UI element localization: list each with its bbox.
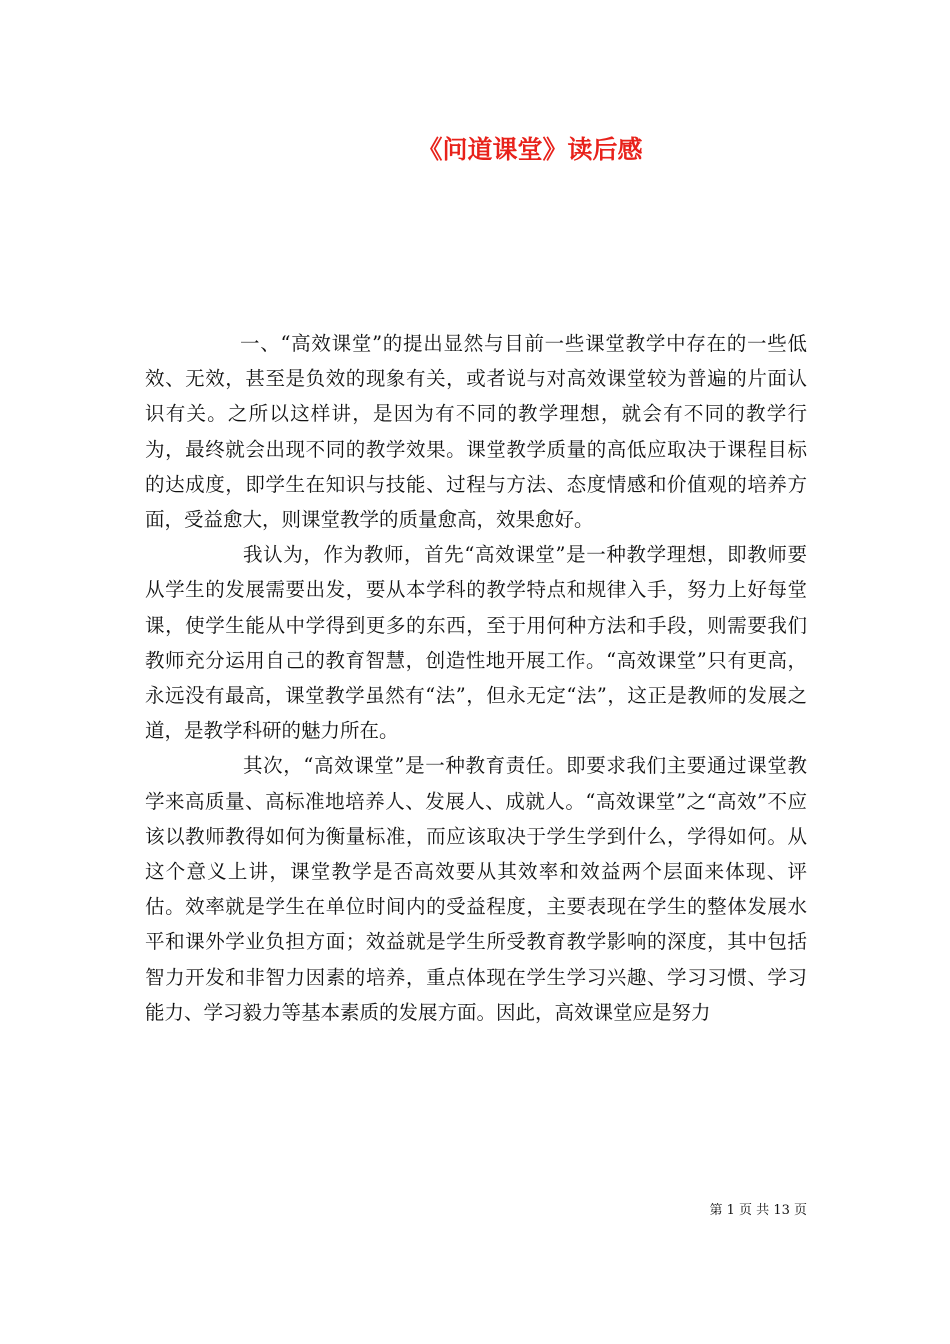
paragraph-1: 一、“高效课堂”的提出显然与目前一些课堂教学中存在的一些低效、无效，甚至是负效的现象有关，或者说与对高效课堂较为普遍的片面认识有关。之所以这样讲，是因为有不同的教学理想，就会有不同的教学行为，最终就会出现不同的教学效果。课堂教学质量的高低应取决于课程目标的达成度，即学生在知识与技能、过程与方法、态度情感和价值观的培养方面，受益愈大，则课堂教学的质量愈高，效果愈好。 xyxy=(145,332,807,532)
paragraph-3: 其次，“高效课堂”是一种教育责任。即要求我们主要通过课堂教学来高质量、高标准地培养人、发展人、成就人。“高效课堂”之“高效”不应该以教师教得如何为衡量标准，而应该取决于学生学到什么，学得如何。从这个意义上讲，课堂教学是否高效要从其效率和效益两个层面来体现、评估。效率就是学生在单位时间内的受益程度，主要表现在学生的整体发展水平和课外学业负担方面；效益就是学生所受教育教学影响的深度，其中包括智力开发和非智力因素的培养，重点体现在学生学习兴趣、学习习惯、学习能力、学习毅力等基本素质的发展方面。因此，高效课堂应是努力 xyxy=(145,754,807,1024)
document-body xyxy=(145,326,807,1030)
page-number-footer: 第 1 页 共 13 页 xyxy=(709,1203,807,1218)
document-title: 《问道课堂》读后感 xyxy=(417,135,643,164)
paragraph-2: 我认为，作为教师，首先“高效课堂”是一种教学理想，即教师要从学生的发展需要出发，要从本学科的教学特点和规律入手，努力上好每堂课，使学生能从中学得到更多的东西，至于用何种方法和手段，则需要我们教师充分运用自己的教育智慧，创造性地开展工作。“高效课堂”只有更高，永远没有最高，课堂教学虽然有“法”，但永无定“法”，这正是教师的发展之道，是教学科研的魅力所在。 xyxy=(145,543,807,743)
